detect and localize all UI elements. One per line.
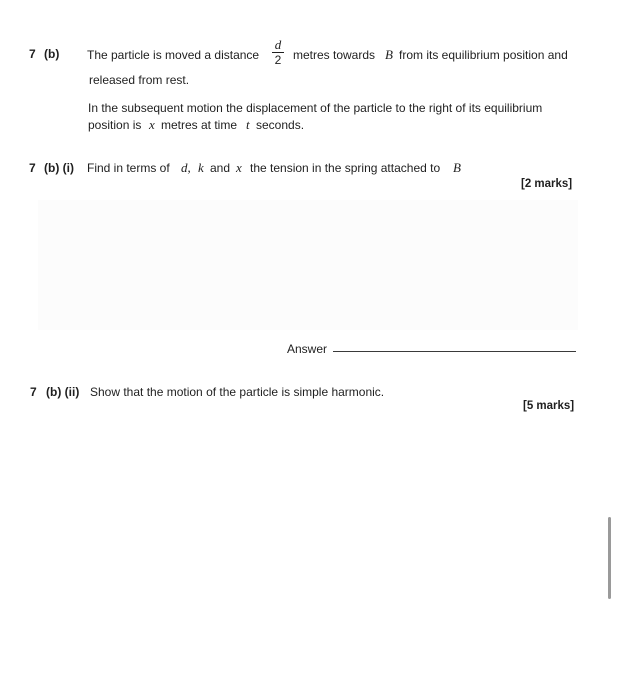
question-number: 7: [29, 161, 36, 175]
q7b-var-x: x: [149, 117, 155, 132]
q7bi-point-b: B: [453, 160, 461, 175]
q7b-var-t: t: [246, 117, 250, 132]
q7bi-text-b: the tension in the spring attached to: [250, 161, 441, 175]
q7bi-text-and: and: [210, 161, 231, 175]
question-part-label: (b) (ii): [46, 385, 80, 399]
q7b-line1-end: from its equilibrium position and: [399, 48, 568, 62]
q7b-para2-line2c: seconds.: [256, 118, 305, 132]
fraction-d-over-2: [270, 38, 286, 67]
q7bi-text-a: Find in terms of: [87, 161, 170, 175]
fraction-denominator: 2: [274, 53, 282, 67]
answer-label: Answer: [287, 342, 328, 356]
q7b-para2-line2b: metres at time: [161, 118, 238, 132]
question-part-label: (b): [44, 47, 60, 61]
q7b-line2: released from rest.: [89, 73, 190, 87]
q7b-para2-line1: In the subsequent motion the displacement of the particle to the right of its equilibrium: [88, 101, 543, 115]
marks-label: [5 marks]: [523, 400, 575, 412]
question-number: 7: [29, 47, 36, 61]
q7b-line1-after: metres towards: [293, 48, 376, 62]
answer-space-shading: [38, 200, 578, 330]
q7b-para2-line2a: position is: [88, 118, 142, 132]
q7bii-text: Show that the motion of the particle is simple harmonic.: [90, 385, 385, 399]
fraction-numerator: d: [274, 37, 282, 52]
q7b-point-b: B: [385, 47, 393, 62]
scrollbar-thumb[interactable]: [608, 517, 611, 599]
q7bi-var-d: d,: [181, 160, 191, 175]
marks-label: [2 marks]: [521, 178, 573, 190]
q7bi-var-x: x: [236, 160, 242, 175]
answer-line[interactable]: [333, 351, 576, 352]
q7bi-var-k: k: [198, 160, 204, 175]
q7b-line1-before: The particle is moved a distance: [87, 48, 260, 62]
question-number: 7: [30, 385, 37, 399]
question-part-label: (b) (i): [44, 161, 74, 175]
